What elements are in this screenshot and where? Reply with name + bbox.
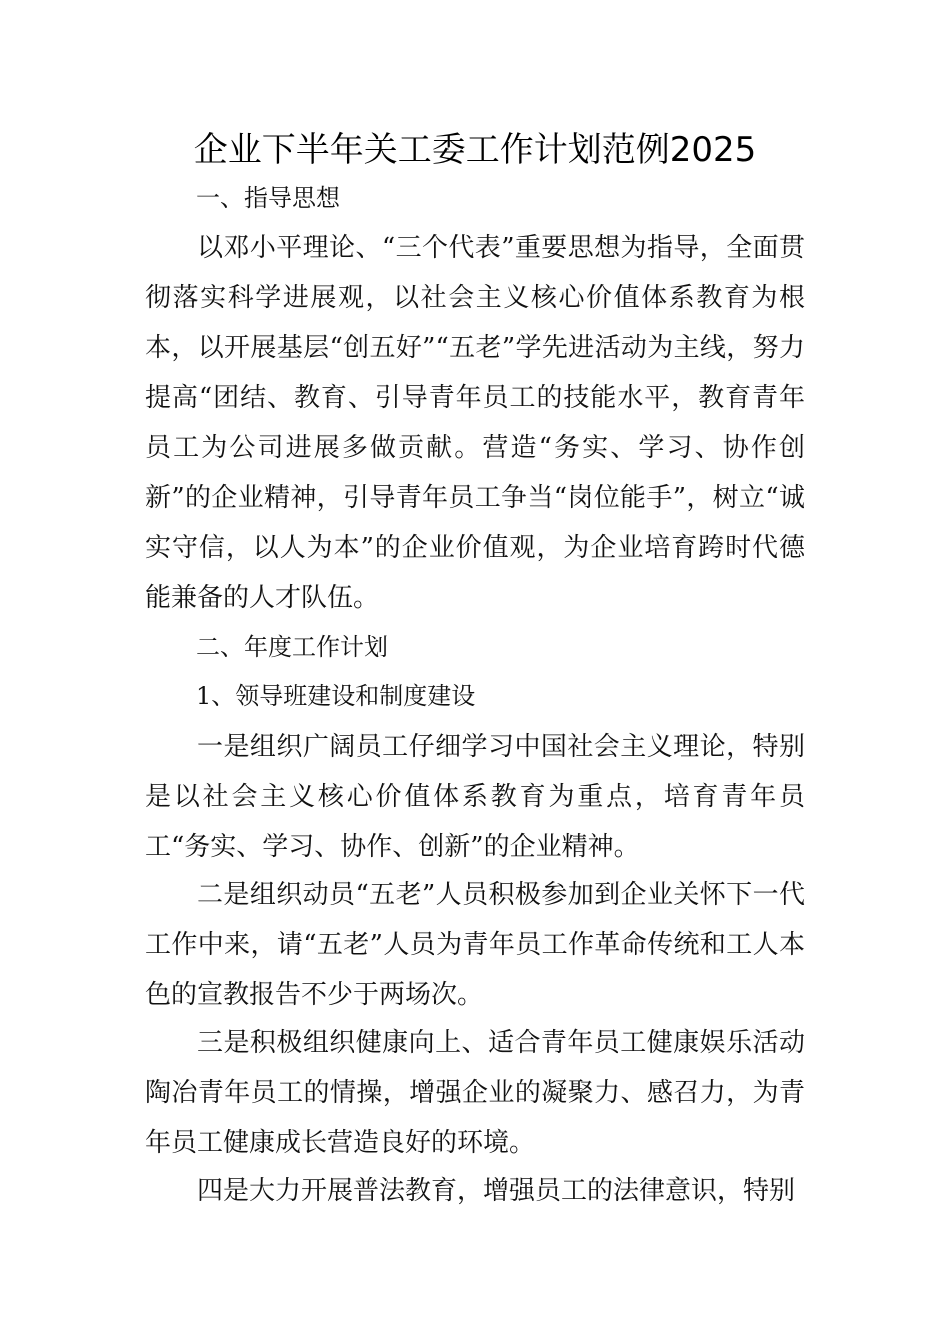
paragraph-item-2: 二是组织动员“五老”人员积极参加到企业关怀下一代工作中来，请“五老”人员为青年员工作革命传统和工人本色的宣教报告不少于两场次。: [145, 880, 805, 1010]
section-heading-guiding-ideology: 一、指导思想: [196, 184, 340, 212]
paragraph-item-3: 三是积极组织健康向上、适合青年员工健康娱乐活动陶冶青年员工的情操，增强企业的凝聚力、感召力，为青年员工健康成长营造良好的环境。: [145, 1028, 805, 1158]
paragraph-guiding-ideology: 以邓小平理论、“三个代表”重要思想为指导，全面贯彻落实科学进展观，以社会主义核心价值体系教育为根本，以开展基层“创五好”“五老”学先进活动为主线，努力提高“团结、教育、引导青年员工的技能水平，教育青年员工为公司进展多做贡献。营造“务实、学习、协作创新”的企业精神，引导青年员工争当“岗位能手”，树立“诚实守信，以人为本”的企业价值观，为企业培育跨时代德能兼备的人才队伍。: [145, 233, 805, 613]
document-title: 企业下半年关工委工作计划范例2025: [193, 130, 757, 170]
paragraph-item-4: 四是大力开展普法教育，增强员工的法律意识，特别: [197, 1176, 796, 1206]
subsection-heading-leadership: 1、领导班建设和制度建设: [196, 682, 476, 710]
paragraph-item-1: 一是组织广阔员工仔细学习中国社会主义理论，特别是以社会主义核心价值体系教育为重点，培育青年员工“务实、学习、协作、创新”的企业精神。: [145, 732, 805, 862]
section-heading-annual-plan: 二、年度工作计划: [196, 633, 388, 661]
